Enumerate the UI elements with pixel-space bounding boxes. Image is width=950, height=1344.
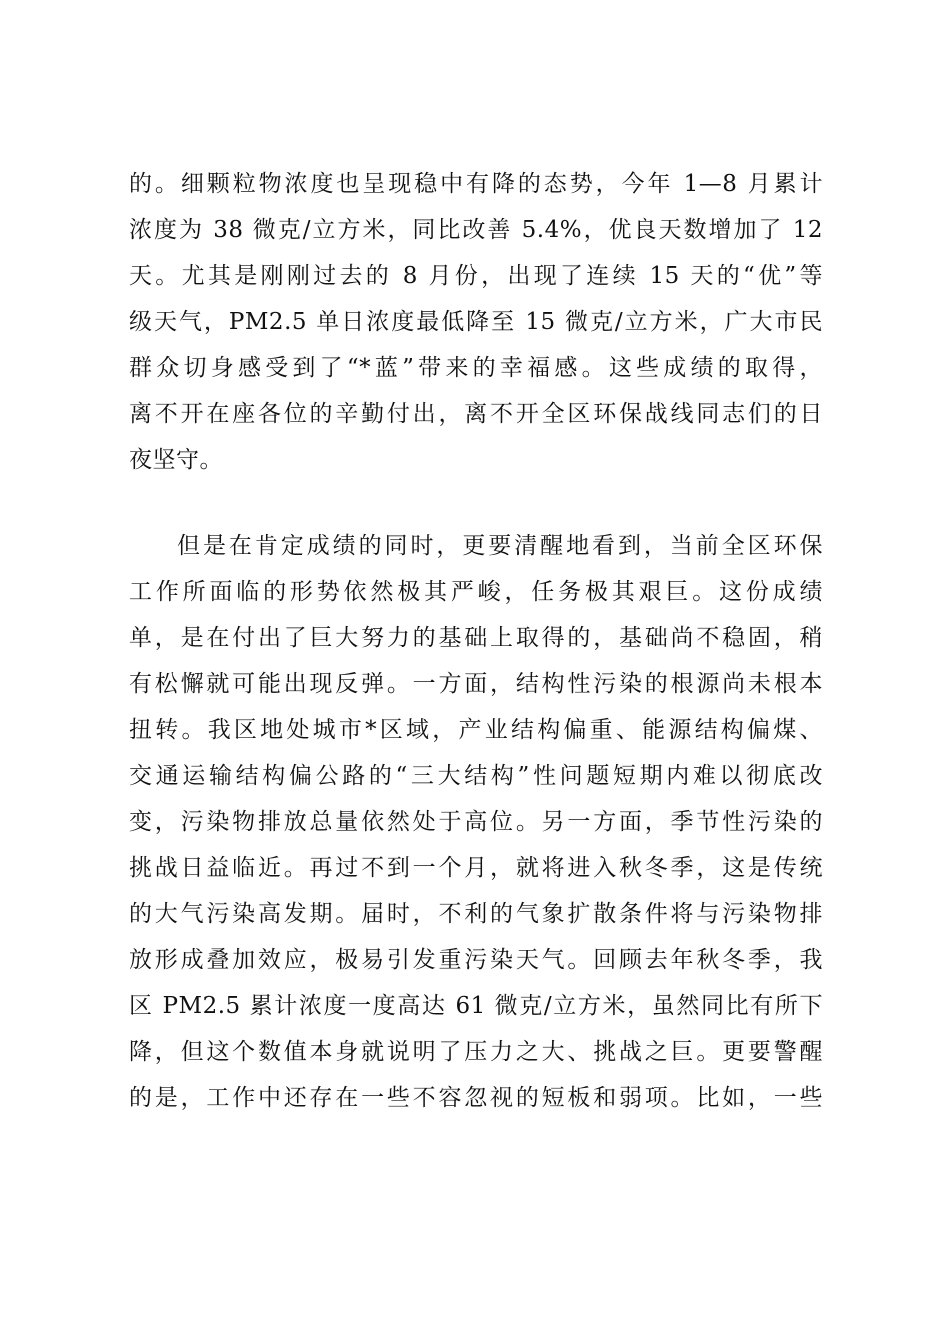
- paragraph-line: 单，是在付出了巨大努力的基础上取得的，基础尚不稳固，稍: [129, 625, 823, 651]
- paragraph-line: 离不开在座各位的辛勤付出，离不开全区环保战线同志们的日: [129, 401, 823, 427]
- paragraph-line: 的大气污染高发期。届时，不利的气象扩散条件将与污染物排: [129, 901, 823, 927]
- paragraph-line: 天。尤其是刚刚过去的 8 月份，出现了连续 15 天的“优”等: [129, 263, 823, 289]
- paragraph-line: 挑战日益临近。再过不到一个月，就将进入秋冬季，这是传统: [129, 855, 823, 881]
- paragraph-line: 有松懈就可能出现反弹。一方面，结构性污染的根源尚未根本: [129, 671, 823, 697]
- paragraph-achievements: [129, 161, 823, 483]
- paragraph-line: 放形成叠加效应，极易引发重污染天气。回顾去年秋冬季，我: [129, 947, 823, 973]
- paragraph-line: 级天气，PM2.5 单日浓度最低降至 15 微克/立方米，广大市民: [129, 309, 823, 335]
- paragraph-line: 变，污染物排放总量依然处于高位。另一方面，季节性污染的: [129, 809, 823, 835]
- paragraph-line: 的。细颗粒物浓度也呈现稳中有降的态势，今年 1—8 月累计: [129, 171, 823, 197]
- paragraph-line: 的是，工作中还存在一些不容忽视的短板和弱项。比如，一些: [129, 1085, 823, 1111]
- paragraph-line: 扭转。我区地处城市*区域，产业结构偏重、能源结构偏煤、: [129, 717, 823, 743]
- paragraph-line: 浓度为 38 微克/立方米，同比改善 5.4%，优良天数增加了 12: [129, 217, 823, 243]
- paragraph-line: 降，但这个数值本身就说明了压力之大、挑战之巨。更要警醒: [129, 1039, 823, 1065]
- paragraph-line: 但是在肯定成绩的同时，更要清醒地看到，当前全区环保: [177, 533, 823, 559]
- paragraph-line: 区 PM2.5 累计浓度一度高达 61 微克/立方米，虽然同比有所下: [129, 993, 823, 1019]
- paragraph-line: 夜坚守。: [129, 447, 223, 473]
- paragraph-line: 群众切身感受到了“*蓝”带来的幸福感。这些成绩的取得，: [129, 355, 823, 381]
- paragraph-line: 工作所面临的形势依然极其严峻，任务极其艰巨。这份成绩: [129, 579, 823, 605]
- paragraph-line: 交通运输结构偏公路的“三大结构”性问题短期内难以彻底改: [129, 763, 823, 789]
- paragraph-challenges: [129, 523, 823, 1121]
